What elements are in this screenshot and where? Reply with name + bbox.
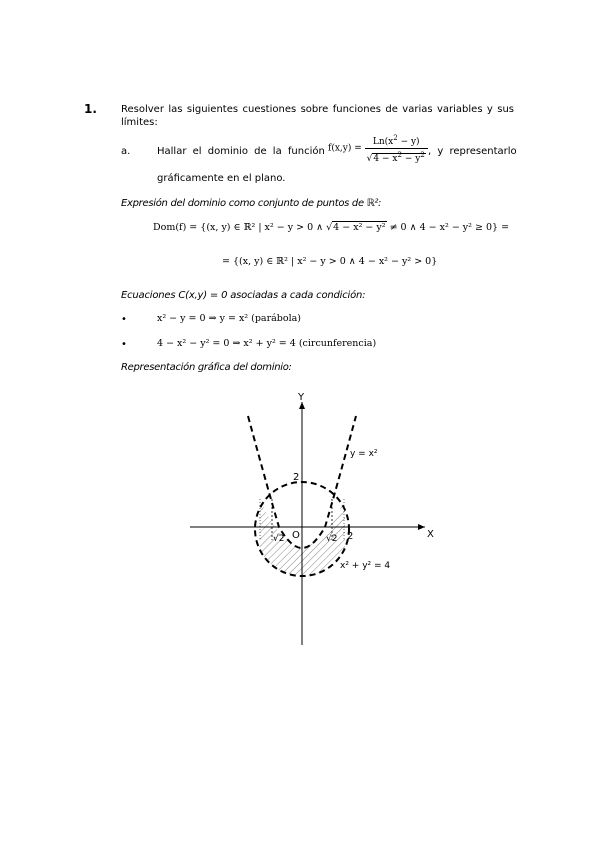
axis-x-label: X (427, 529, 434, 540)
graph-heading: Representación gráfica del dominio: (121, 362, 292, 373)
sqrt2-right-label: √2 (326, 534, 338, 544)
domain-heading: Expresión del dominio como conjunto de puntos de ℝ²: (121, 198, 382, 209)
sqrt2-left-label: √2 (273, 534, 285, 544)
problem-number: 1. (84, 102, 97, 116)
dom-set-open: {(x, y) ∈ ℝ² | x² − y > 0 ∧ (200, 222, 327, 233)
domain-equation-2: = {(x, y) ∈ ℝ² | x² − y > 0 ∧ 4 − x² − y² > 0} (222, 256, 438, 267)
part-a-label: a. (121, 146, 131, 157)
dom-sqrt-content: 4 − x² − y² (333, 222, 386, 233)
den-tail: − y (401, 154, 421, 164)
num-suffix: − y) (397, 137, 420, 147)
x-axis-arrow (418, 524, 425, 530)
parabola-label: y = x² (350, 449, 378, 459)
bullet-1-symbol: • (121, 314, 127, 325)
bullet-2-text: 4 − x² − y² = 0 ⇒ x² + y² = 4 (circunferencia) (157, 338, 377, 349)
tick-y-2: 2 (293, 472, 300, 483)
circle-label: x² + y² = 4 (340, 561, 391, 571)
problem-statement-line2: límites: (121, 117, 158, 128)
function-lhs: f(x,y) = (328, 143, 362, 154)
dom-set-tail: ≠ 0 ∧ 4 − x² − y² ≥ 0} = (386, 222, 510, 233)
axis-y-label: Y (298, 392, 305, 403)
y-axis-arrow (299, 402, 305, 409)
den-radicand: 4 − x (373, 154, 398, 164)
origin-label: O (292, 530, 300, 541)
function-numerator: $Ln(x^2 - y)$ (365, 132, 428, 149)
bullet-1-text: x² − y = 0 ⇒ y = x² (parábola) (157, 313, 301, 324)
equations-heading: Ecuaciones C(x,y) = 0 asociadas a cada condición: (121, 290, 366, 301)
dom-sqrt-sign: √ (326, 222, 333, 233)
part-a-line2: gráficamente en el plano. (157, 173, 286, 184)
tick-x-2: 2 (347, 531, 354, 542)
num-prefix: Ln(x (372, 137, 394, 147)
dom-lhs: Dom(f) = (153, 222, 198, 233)
function-denominator: $√4 - x^2 - y^2$ (366, 151, 425, 164)
bullet-2-symbol: • (121, 339, 127, 350)
part-a-text: Hallar el dominio de la función (157, 146, 325, 157)
problem-statement-line1: Resolver las siguientes cuestiones sobre funciones de varias variables y sus (121, 104, 514, 115)
part-a-text-after: , y representarlo (428, 146, 517, 157)
